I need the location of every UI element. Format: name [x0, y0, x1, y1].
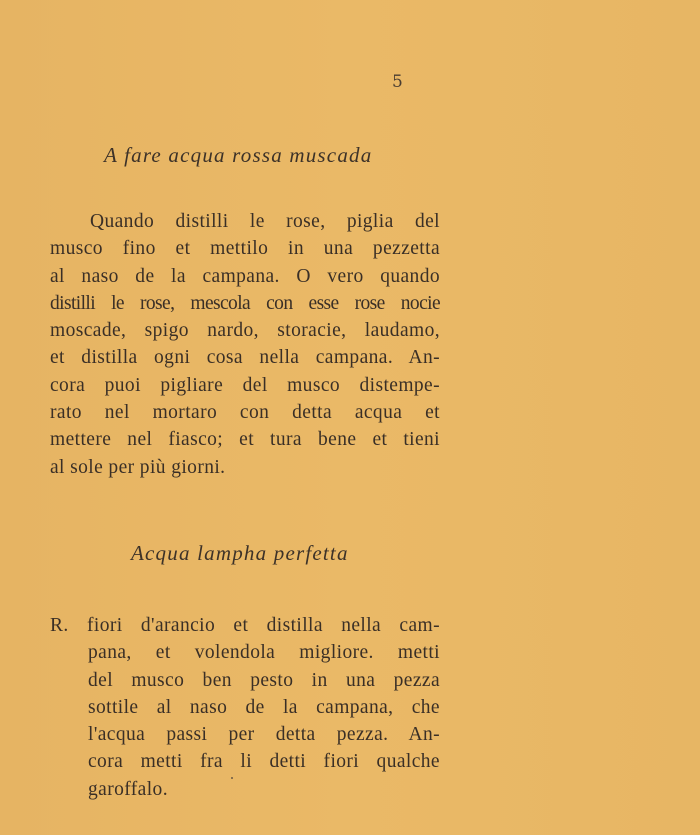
text-line: al naso de la campana. O vero quando: [50, 265, 440, 287]
text-line: distilli le rose, mescola con esse rose nocie: [50, 292, 440, 314]
recipe-paragraph-acqua-lampha: [50, 612, 440, 803]
text-line: cora metti fra li detti fiori qualche: [88, 751, 440, 773]
text-line: del musco ben pesto in una pezza: [88, 669, 440, 691]
text-line: pana, et volendola migliore. metti: [88, 642, 440, 664]
text-line: mettere nel fiasco; et tura bene et tieni: [50, 429, 440, 451]
text-line: cora puoi pigliare del musco distempe-: [50, 374, 440, 396]
page-number: 5: [392, 72, 403, 92]
text-line: rato nel mortaro con detta acqua et: [50, 402, 440, 424]
text-line: musco fino et mettilo in una pezzetta: [50, 238, 440, 260]
text-line: R. fiori d'arancio et distilla nella cam-: [50, 615, 440, 636]
section-heading-acqua-rossa: A fare acqua rossa muscada: [104, 143, 373, 167]
text-line: Quando distilli le rose, piglia del: [90, 211, 440, 232]
text-line: l'acqua passi per detta pezza. An-: [88, 724, 440, 746]
text-line: al sole per più giorni.: [50, 456, 226, 478]
recipe-paragraph-acqua-rossa: [50, 208, 440, 481]
text-line: garoffalo.: [88, 778, 168, 800]
text-line: sottile al naso de la campana, che: [88, 696, 440, 718]
paper-speck: [231, 777, 233, 779]
text-line: et distilla ogni cosa nella campana. An-: [50, 347, 440, 369]
section-heading-acqua-lampha: Acqua lampha perfetta: [131, 541, 349, 565]
text-line: moscade, spigo nardo, storacie, laudamo,: [50, 320, 440, 342]
